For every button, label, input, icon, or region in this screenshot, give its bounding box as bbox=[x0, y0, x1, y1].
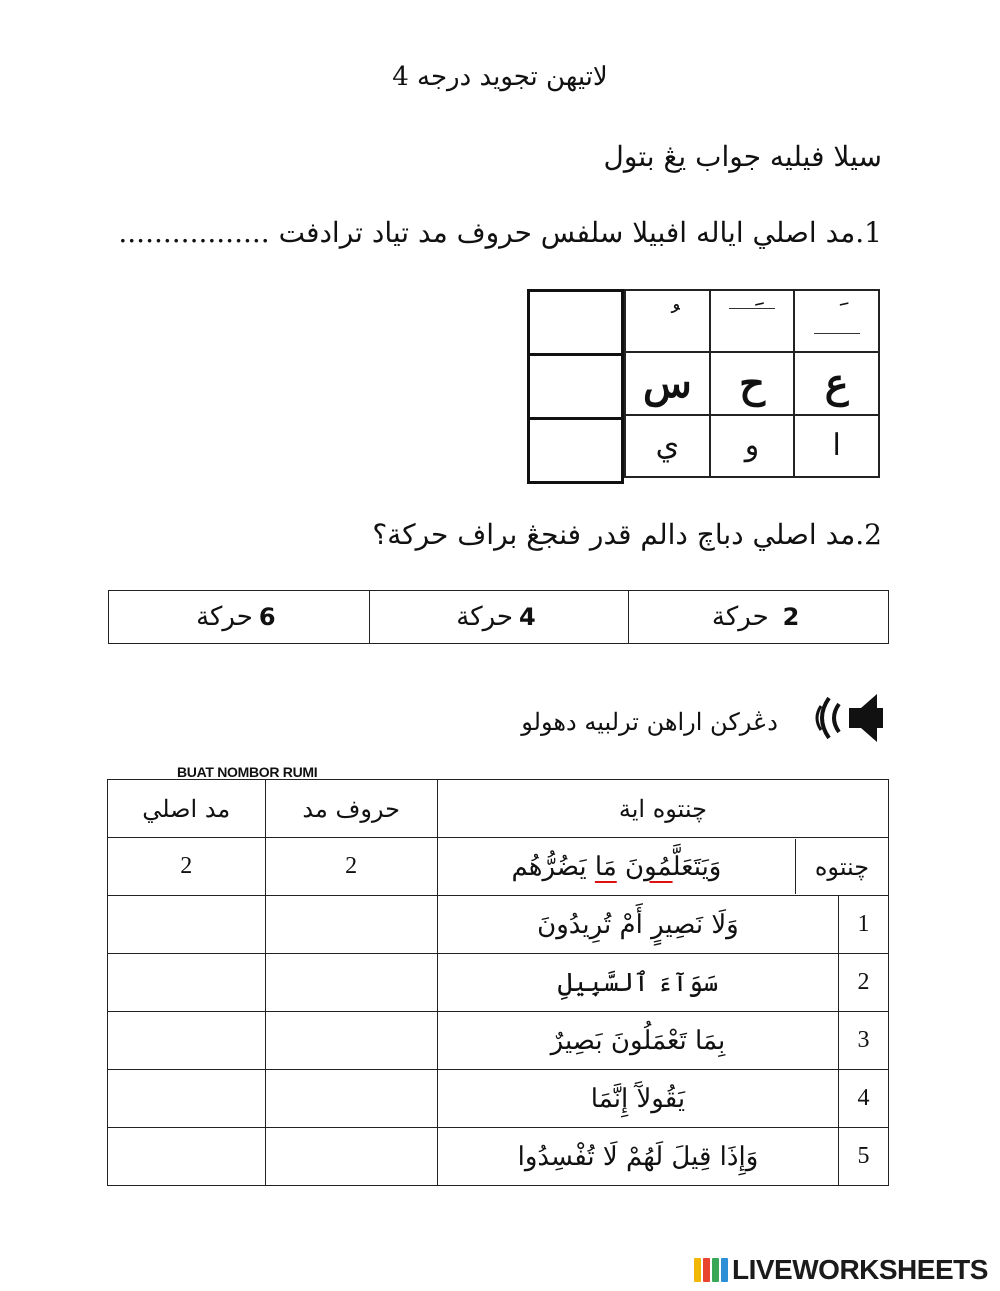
verse-part-mad: مُو bbox=[644, 851, 673, 882]
option-number: 6 bbox=[258, 603, 276, 631]
letter-alif: ا bbox=[832, 428, 841, 464]
letters-answer-2[interactable] bbox=[265, 954, 437, 1012]
example-cell bbox=[437, 838, 888, 896]
speaker-icon[interactable] bbox=[815, 690, 885, 746]
table-row bbox=[108, 1070, 889, 1128]
row-verse: بِمَا تَعْمَلُونَ بَصِيرٌ bbox=[437, 1012, 838, 1070]
letters-answer-4[interactable] bbox=[265, 1070, 437, 1128]
letter-waw: و bbox=[744, 428, 760, 464]
logo-bars-icon bbox=[694, 1258, 728, 1282]
option-word: حركة bbox=[456, 602, 514, 632]
instruction-text: سيلا فيليه جواب يڠ بتول bbox=[603, 140, 882, 173]
listen-instruction: دڠركن اراهن ترلبيه دهولو bbox=[521, 708, 778, 736]
option-6-haraka[interactable] bbox=[109, 591, 369, 643]
mad-answer-3[interactable] bbox=[108, 1012, 266, 1070]
answer-box-3[interactable] bbox=[527, 417, 624, 484]
grid-cell-fatha bbox=[794, 290, 879, 352]
grid-cell-ain bbox=[794, 352, 879, 414]
example-verse bbox=[438, 839, 796, 894]
grid-cell-waw bbox=[710, 415, 795, 477]
letters-answer-1[interactable] bbox=[265, 896, 437, 954]
table-header-row bbox=[108, 780, 889, 838]
mad-answer-2[interactable] bbox=[108, 954, 266, 1012]
row-verse: يَقُولآَ إِنَّمَا bbox=[437, 1070, 838, 1128]
logo-bar bbox=[712, 1258, 719, 1282]
letter-sin: س bbox=[642, 359, 692, 407]
option-4-haraka[interactable] bbox=[369, 591, 629, 643]
verse-part: وَيَتَعَلَّ bbox=[672, 851, 722, 882]
mad-answer-4[interactable] bbox=[108, 1070, 266, 1128]
letter-ha: ح bbox=[739, 359, 765, 407]
answer-box-2[interactable] bbox=[527, 353, 624, 420]
liveworksheets-logo bbox=[694, 1254, 988, 1286]
logo-bar bbox=[721, 1258, 728, 1282]
row-number: 2 bbox=[839, 954, 889, 1012]
option-number: 2 bbox=[782, 603, 800, 631]
mad-answer-1[interactable] bbox=[108, 896, 266, 954]
grid-cell-ha bbox=[710, 352, 795, 414]
row-number: 5 bbox=[839, 1128, 889, 1186]
example-label: چنتوه bbox=[796, 839, 889, 894]
question-1: 1.مد اصلي اياله افبيلا سلفس حروف مد تياد ترادفت ................. bbox=[118, 216, 882, 249]
logo-bar bbox=[703, 1258, 710, 1282]
example-mad: 2 bbox=[108, 838, 266, 896]
answer-boxes bbox=[527, 289, 624, 481]
table-row bbox=[108, 954, 889, 1012]
verse-table bbox=[107, 779, 889, 1186]
header-example: چنتوه اية bbox=[437, 780, 888, 838]
table-row bbox=[108, 1012, 889, 1070]
letter-ain: ع bbox=[824, 359, 849, 407]
grid-cell-damma bbox=[625, 290, 710, 352]
mad-answer-5[interactable] bbox=[108, 1128, 266, 1186]
grid-cell-alif bbox=[794, 415, 879, 477]
grid-cell-fatha-line bbox=[710, 290, 795, 352]
header-letters: حروف مد bbox=[265, 780, 437, 838]
example-letters: 2 bbox=[265, 838, 437, 896]
option-word: حركة bbox=[711, 602, 769, 632]
option-2-haraka[interactable] bbox=[628, 591, 888, 643]
grid-cell-ya bbox=[625, 415, 710, 477]
table-row bbox=[108, 1128, 889, 1186]
question-2: 2.مد اصلي دباچ دالم قدر فنجڠ براف حركة؟ bbox=[372, 518, 882, 551]
logo-text: LIVEWORKSHEETS bbox=[732, 1254, 988, 1285]
mad-letter-grid bbox=[624, 289, 880, 478]
verse-part: نَ bbox=[616, 851, 645, 882]
row-verse: وَإِذَا قِيلَ لَهُمْ لَا تُفْسِدُوا bbox=[437, 1128, 838, 1186]
letters-answer-3[interactable] bbox=[265, 1012, 437, 1070]
row-verse: وَلَا نَصِيرٍ أَمْ تُرِيدُونَ bbox=[437, 896, 838, 954]
row-number: 1 bbox=[839, 896, 889, 954]
haraka-options bbox=[108, 590, 889, 644]
example-row bbox=[108, 838, 889, 896]
table-row bbox=[108, 896, 889, 954]
verse-part-mad: مَا bbox=[594, 851, 617, 882]
letters-answer-5[interactable] bbox=[265, 1128, 437, 1186]
row-number: 3 bbox=[839, 1012, 889, 1070]
verse-part: يَضُرُّهُم bbox=[511, 851, 595, 882]
option-word: حركة bbox=[196, 602, 253, 632]
option-number: 4 bbox=[519, 603, 536, 631]
rumi-note: BUAT NOMBOR RUMI bbox=[177, 764, 318, 780]
letter-ya: ي bbox=[655, 428, 680, 464]
row-number: 4 bbox=[839, 1070, 889, 1128]
grid-cell-sin bbox=[625, 352, 710, 414]
worksheet-title: لاتيهن تجويد درجه 4 bbox=[392, 62, 608, 92]
header-mad: مد اصلي bbox=[108, 780, 266, 838]
row-verse: سَوَآءَ ٱلسَّبِيلِ bbox=[437, 954, 838, 1012]
logo-bar bbox=[694, 1258, 701, 1282]
answer-box-1[interactable] bbox=[527, 289, 624, 356]
